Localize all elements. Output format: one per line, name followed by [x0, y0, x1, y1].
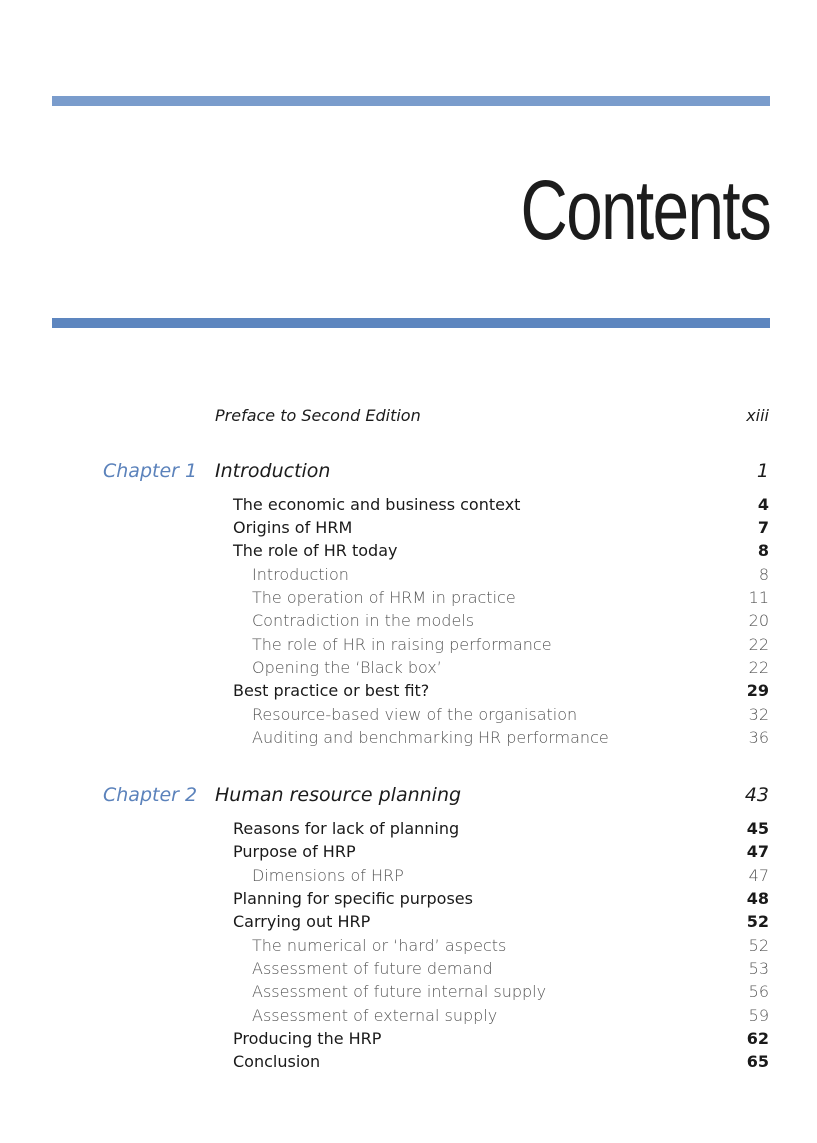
toc-entry-title: The role of HR today	[233, 541, 398, 560]
toc-subentry[interactable]	[0, 1006, 817, 1030]
toc-subentry[interactable]	[0, 611, 817, 635]
toc-entry-title: Carrying out HRP	[233, 912, 371, 931]
toc-entry[interactable]	[0, 681, 817, 705]
toc-page-number: 36	[748, 728, 769, 747]
chapter-title: Human resource planning	[215, 784, 462, 806]
toc-page-number: 4	[757, 495, 769, 514]
toc-page-number: 52	[746, 912, 769, 931]
toc-entry[interactable]	[0, 889, 817, 913]
toc-entry-title: The role of HR in raising performance	[252, 635, 552, 654]
toc-entry-title: The numerical or ‘hard’ aspects	[252, 936, 507, 955]
toc-page-number: xiii	[746, 406, 769, 425]
toc-subentry[interactable]	[0, 658, 817, 682]
toc-entry-title: Best practice or best fit?	[233, 681, 430, 700]
toc-subentry[interactable]	[0, 635, 817, 659]
toc-entry-title: Producing the HRP	[233, 1029, 382, 1048]
toc-entry-title: The economic and business context	[233, 495, 521, 514]
toc-page-number: 45	[746, 819, 769, 838]
toc-entry-title: Assessment of external supply	[252, 1006, 498, 1025]
toc-entry-title: Auditing and benchmarking HR performance	[252, 728, 609, 747]
toc-entry[interactable]	[0, 842, 817, 866]
toc-page-number: 47	[748, 866, 769, 885]
toc-entry[interactable]	[0, 518, 817, 542]
toc-page-number: 8	[757, 541, 769, 560]
toc-page-number: 53	[748, 959, 769, 978]
toc-page-number: 11	[748, 588, 769, 607]
toc-entry-title: Introduction	[252, 565, 349, 584]
toc-entry[interactable]	[0, 1029, 817, 1053]
toc-preface[interactable]	[0, 406, 817, 430]
bottom-rule	[52, 318, 770, 328]
toc-entry-title: Purpose of HRP	[233, 842, 356, 861]
toc-page-number: 29	[746, 681, 769, 700]
toc-entry-title: Contradiction in the models	[252, 611, 475, 630]
toc-entry-title: The operation of HRM in practice	[252, 588, 516, 607]
toc-page-number: 48	[746, 889, 769, 908]
toc-page-number: 43	[744, 784, 769, 806]
toc-page-number: 47	[746, 842, 769, 861]
chapter-label: Chapter 2	[103, 784, 198, 806]
toc-page-number: 56	[748, 982, 769, 1001]
toc-chapter-2[interactable]	[0, 784, 817, 808]
toc-entry-title: Resource-based view of the organisation	[252, 705, 578, 724]
toc-page-number: 65	[746, 1052, 769, 1071]
toc-page-number: 22	[748, 635, 769, 654]
toc-entry[interactable]	[0, 541, 817, 565]
toc-page-number: 22	[748, 658, 769, 677]
toc-page-number: 20	[748, 611, 769, 630]
page-title: Contents	[520, 163, 770, 257]
toc-entry[interactable]	[0, 912, 817, 936]
toc-subentry[interactable]	[0, 705, 817, 729]
toc-page-number: 7	[757, 518, 769, 537]
toc-entry-title: Opening the ‘Black box’	[252, 658, 442, 677]
toc-entry-title: Origins of HRM	[233, 518, 353, 537]
toc-entry-title: Dimensions of HRP	[252, 866, 404, 885]
toc-subentry[interactable]	[0, 982, 817, 1006]
chapter-label: Chapter 1	[103, 460, 198, 482]
toc-page-number: 1	[756, 460, 769, 482]
toc-page-number: 62	[746, 1029, 769, 1048]
toc-page-number: 32	[748, 705, 769, 724]
toc-page-number: 52	[748, 936, 769, 955]
toc-entry[interactable]	[0, 495, 817, 519]
toc-entry[interactable]	[0, 1052, 817, 1076]
toc-entry-title: Preface to Second Edition	[215, 406, 421, 425]
toc-page-number: 8	[758, 565, 769, 584]
toc-subentry[interactable]	[0, 959, 817, 983]
toc-entry-title: Assessment of future internal supply	[252, 982, 547, 1001]
toc-entry-title: Reasons for lack of planning	[233, 819, 460, 838]
chapter-title: Introduction	[215, 460, 331, 482]
toc-entry-title: Planning for specific purposes	[233, 889, 473, 908]
toc-subentry[interactable]	[0, 866, 817, 890]
toc-entry[interactable]	[0, 819, 817, 843]
top-rule	[52, 96, 770, 106]
toc-page-number: 59	[748, 1006, 769, 1025]
toc-chapter-1[interactable]	[0, 460, 817, 484]
toc-subentry[interactable]	[0, 588, 817, 612]
toc-entry-title: Assessment of future demand	[252, 959, 493, 978]
toc-subentry[interactable]	[0, 728, 817, 752]
toc-entry-title: Conclusion	[233, 1052, 321, 1071]
toc-subentry[interactable]	[0, 936, 817, 960]
toc-subentry[interactable]	[0, 565, 817, 589]
